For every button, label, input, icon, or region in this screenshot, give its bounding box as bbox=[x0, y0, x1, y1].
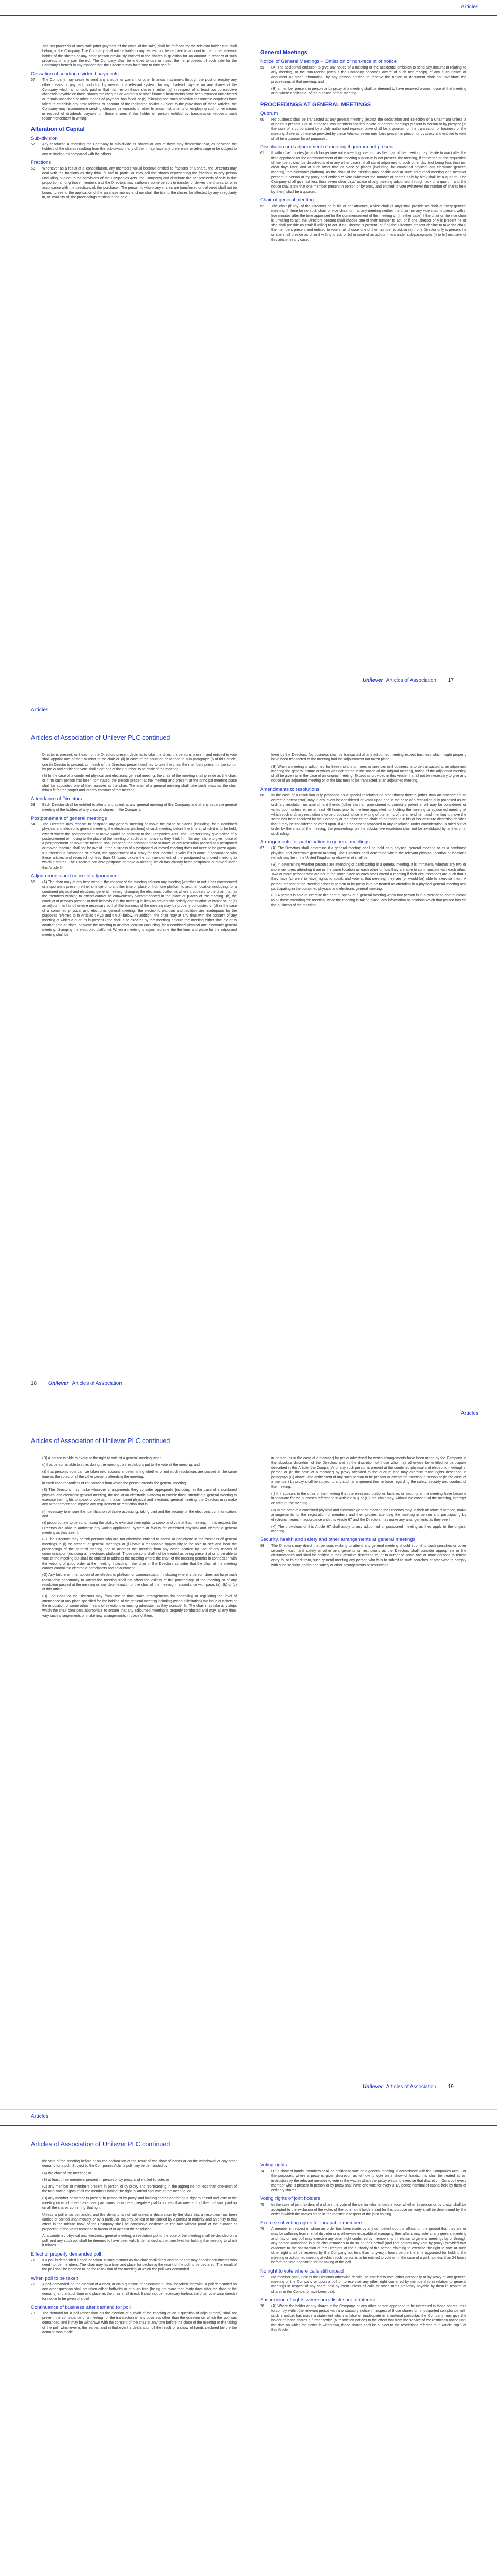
article-paragraph bbox=[31, 1470, 237, 1480]
article-number bbox=[31, 1521, 42, 1535]
subsection-heading: Cessation of sending dividend payments bbox=[31, 71, 119, 77]
article-text: (B) at least three members present in person or by proxy and entitled to vote; or bbox=[42, 2178, 169, 2182]
article-text: (H) The Chair or the Directors may from time to time make arrangements for controlling or regulating the level of attendance at any place specified for the holding of the general meeting including (without limitation) the issue of tickets or the imposition of some other means of selection, or limiting admission as they consider fit. The chair may take any steps which the chair considers appropriate to ensure that any adjourned meeting is properly conducted and may, at any time, vary such arrangements or make new arrangements in place of them. bbox=[42, 1595, 237, 1618]
article-number bbox=[260, 1492, 271, 1506]
article-text: (C) any member or members present in person or by proxy and representing in the aggregate not less than one-tenth of the total voting rights of all the members having the right to attend and vote at the meeting; or bbox=[42, 2185, 237, 2194]
article-number bbox=[31, 774, 42, 793]
article-number: 57 bbox=[31, 143, 35, 147]
article-number bbox=[31, 2213, 42, 2232]
article-text: (K) The provisions of this Article 67 shall apply to any adjourned or postponed meeting as they apply to the original meeting. bbox=[271, 1524, 466, 1534]
subsection-heading: Dissolution and adjournment of meeting if quorum not present bbox=[260, 144, 394, 150]
article-paragraph bbox=[260, 1492, 466, 1506]
article-text: At a combined physical and electronic general meeting, a resolution put to the vote of the meeting shall be decided on a poll, and any such poll shall be deemed to have been validly demanded at the time fixed for holding the meeting to which it relates. bbox=[42, 2234, 237, 2248]
article-text: In the case of joint holders of a share the vote of the senior who tenders a vote, whether in person or by proxy, shall be accepted to the exclusion of the votes of the other joint holders and for this purpose seniority shall be determined by the order in which the names stand in the register in respect of the joint holding. bbox=[271, 2203, 466, 2217]
header-articles-tab: Articles bbox=[31, 707, 49, 713]
document-page bbox=[0, 0, 497, 703]
article-text: (B) In determining whether persons are attending or participating in a general meeting, it is immaterial whether any two or more members attending it are in the same location as each other or how they are able to communicate with each other. Two or more persons who are not in the same place as each other attend a meeting if their circumstances are such that if they have (or were to have) rights to speak and vote at that meeting, they are (or would be) able to exercise them. A person present at the meeting either in person or by proxy is to be treated as attending in a physical general meeting and participating in the combined physical and electronic general meeting. bbox=[271, 863, 466, 891]
article-paragraph bbox=[31, 78, 237, 121]
article-paragraph bbox=[260, 2275, 466, 2294]
article-paragraph bbox=[260, 1544, 466, 1567]
subsection-heading: Chair of general meeting bbox=[260, 197, 314, 203]
header-articles-tab: Articles bbox=[461, 4, 479, 10]
left-column bbox=[31, 1456, 237, 1620]
article-number: 60 bbox=[260, 117, 264, 122]
header-rule bbox=[0, 15, 497, 16]
article-text: If within five minutes (or such longer time not exceeding one hour as the chair of the meeting may decide to wait) after the time appointed for the commencement of the meeting a quorum is not present, the meeting, if convened on the requisition of members, shall be dissolved and in any other case it shall stand adjourned to such other day (not being less than ten clear days later) and at such other time or place or places (including, for combined physical and electronic general meeting, the electronic platform) as the chair of the meeting may decide and at such adjourned meeting one member present in person or by proxy and entitled to vote (whatever the number of shares held by him) shall be a quorum. The Company shall give not less than seven clear days' notice of any meeting adjourned through lack of a quorum and the notice shall state that one member present in person or by proxy and entitled to vote (whatever the number of shares held by them) shall be a quorum. bbox=[271, 151, 466, 194]
article-number: 73 bbox=[31, 2311, 35, 2315]
article-number: 72 bbox=[31, 2282, 35, 2286]
article-number bbox=[31, 1470, 42, 1480]
article-text: The chair (if any) of the Directors or, in his or her absence, a vice chair (if any) shall preside as chair at every general meeting. If there be no such chair or vice chair, or if at any meeting neither the chair nor any vice chair is present within five minutes after the time appointed for the commencement of the meeting or (in either case) if the chair or the vice chair is unwilling to act, the Directors present shall choose one of their number to act, or if one Director only is present he or she shall preside as chair if willing to act. If no Director is present, or if all the Directors present decline to take the chair, the members present and entitled to vote shall choose one of their number to act; or (ii) if one Director only is present he or she shall preside as chair if willing to act; or (c) in case of an adjournment under sub-paragraphs (i) to (iii) inclusive of this article, in any case. bbox=[271, 204, 466, 242]
article-text: Unless a poll is so demanded and the demand is not withdrawn, a declaration by the chair that a resolution has been carried or carried unanimously, or by a particular majority, or lost or not carried by a particular majority and an entry to that effect in the minute book of the Company shall be conclusive evidence of the fact without proof of the number or proportion of the votes recorded in favour of or against the resolution. bbox=[42, 2213, 237, 2231]
article-paragraph bbox=[260, 1456, 466, 1489]
article-paragraph bbox=[31, 1521, 237, 1535]
section-heading: PROCEEDINGS AT GENERAL MEETINGS bbox=[260, 101, 371, 108]
subsection-heading: Arrangements for participation in general meetings bbox=[260, 839, 370, 845]
left-column bbox=[31, 44, 237, 202]
article-text: A member in respect of whom an order has been made by any competent court or official on the ground that they are or may be suffering from mental disorder or is otherwise incapable of managing their affairs may vote at any general meeting and may on any poll may exercise any other right conferred by membership in relation to general meetings by or through any person authorised in such circumstances to do so on their behalf (and that person may vote by proxy) provided that evidence to the satisfaction of the Directors of the authority of the person claiming to exercise the right to vote at such other right shall be received by the Company not less than forty-eight hours before the time appointed for holding the meeting or adjourned meeting at which such person is to be entitled to vote or, in the case of a poll, not less than 24 hours before the time appointed for the taking of the poll. bbox=[271, 2227, 466, 2265]
article-paragraph bbox=[31, 1594, 237, 1618]
article-paragraph bbox=[260, 87, 466, 96]
article-paragraph bbox=[260, 2227, 466, 2265]
article-text: (D) any member or members present in person or by proxy and holding shares conferring a right to attend and vote at the meeting on which there have been paid sums up in the aggregate equal to not less than one-tenth of the total sum paid up on all the shares conferring that right. bbox=[42, 2196, 237, 2210]
article-text: A poll demanded on the election of a chair, or on a question of adjournment, shall be taken forthwith. A poll demanded on any other question shall be taken either forthwith or at such time (being not more than thirty days after the date of the demand) and at such time and place as the chair shall direct. It shall not be necessary (unless the chair otherwise directs) for notice to be given of a poll. bbox=[42, 2282, 237, 2301]
header-rule bbox=[0, 2125, 497, 2126]
document-page bbox=[0, 1406, 497, 2110]
article-text: In the case of a resolution duly proposed as a special resolution no amendment thereto (other than an amendment to correct a patent error) may in any event be considered or voted upon and in the case of a resolution duly proposed as an ordinary resolution no amendment thereto (other than an amendment to correct a patent error) may be considered or voted upon unless either at least 48 hours prior to the time appointed for holding the meeting or adjourned meeting at which such ordinary resolution is to be proposed notice in writing of the terms of the amendment and intention to move the same has been received by the Company at the office or the chair of the meeting in his or her absolute discretion decides that it may be considered or voted upon. If an amendment proposed to any resolution under consideration is ruled out of order by the chair of the meeting, the proceedings on the substantive resolution shall not be invalidated by any error in such ruling. bbox=[271, 793, 466, 836]
article-paragraph bbox=[260, 1524, 466, 1534]
subsection-heading: Fractions bbox=[31, 160, 52, 166]
article-text: (C) A person is able to exercise the right to speak at a general meeting when that person is in a position to communicate to all those attending the meeting, while the meeting is taking place, any information or opinions which that person has on the business of the meeting. bbox=[271, 894, 466, 907]
article-number bbox=[31, 753, 42, 772]
document-page bbox=[0, 703, 497, 1406]
article-number bbox=[31, 2178, 42, 2182]
article-text: The Directors may resolve to postpone any general meeting or move the place or places (including, for a combined physical and electronic general meeting, the electronic platform) of such meeting before the time at which it is to be held, except where the postponement or move would be contrary to the Companies Acts. The Directors may give notice of a postponement or moving to the place of the meeting or such other notice as they think fit. If for any failure to give notice of a postponement or move the meeting shall proceed, the postponement or move of any resolution passed at a postponed or moved meeting shall not be invalid. If the business of a postponed or moved meeting does not need to be given again. If a meeting is postponed or moved, the appointment of a proxy for that meeting is valid if it is done in accordance with these articles and received not less than 48 hours before the commencement of the postponed or moved meeting to which it relates. The Directors can also postpone or move a meeting which has already been postponed or moved under this Article 64. bbox=[42, 822, 237, 870]
page-footer bbox=[361, 677, 454, 683]
article-text: Whenever as a result of a consolidation, any members would become entitled to fractions of a share, the Directors may deal with the fractions as they think fit and in particular may sell the shares representing the fractions to any person (including, subject to the provisions of the Companies Acts, the Company) and distribute the net proceeds of sale in due proportion among those members and the Directors may authorise some person to transfer or deliver the shares to, or in accordance with the directions of, the purchaser. The person to whom any shares are transferred or delivered shall not be bound to see to the application of the purchase money and nor shall the title to the shares be affected by any irregularity in, or invalidity of, the proceedings relating to the sale. bbox=[42, 167, 237, 199]
header-articles-tab: Articles bbox=[31, 2114, 49, 2120]
article-paragraph bbox=[260, 2202, 466, 2217]
footer-brand: Unilever bbox=[363, 2084, 383, 2090]
left-column bbox=[31, 2159, 237, 2337]
article-paragraph bbox=[31, 1537, 237, 1571]
article-paragraph bbox=[260, 753, 466, 762]
article-number: 75 bbox=[260, 2203, 264, 2207]
article-paragraph bbox=[31, 1481, 237, 1486]
article-number: 62 bbox=[260, 204, 264, 208]
article-number bbox=[31, 2159, 42, 2169]
article-paragraph bbox=[31, 1488, 237, 1507]
article-number bbox=[260, 765, 271, 784]
right-column bbox=[260, 2159, 466, 2335]
article-number bbox=[260, 862, 271, 891]
article-paragraph bbox=[31, 44, 237, 68]
article-paragraph bbox=[31, 2159, 237, 2169]
article-paragraph bbox=[31, 2196, 237, 2211]
page-divider bbox=[0, 2109, 497, 2110]
page-number: 19 bbox=[448, 2084, 454, 2090]
page-footer bbox=[31, 1381, 122, 1386]
article-number bbox=[31, 1510, 42, 1519]
article-text: The net proceeds of such sale (after payment of the costs of the sale) shall be forfeited by the relevant holder and shall belong to the Company. The Company shall not be liable in any respect nor be required to account to the former relevant holder of the shares or any other person previously entitled to the shares in question for an amount in respect of such proceeds or any part thereof. The Company shall be entitled to use or invest the net proceeds of such sale for the Company's benefit in any manner that the Directors may from time to time see fit. bbox=[42, 45, 237, 68]
article-paragraph bbox=[260, 893, 466, 908]
article-paragraph bbox=[31, 803, 237, 812]
article-number: 77 bbox=[260, 2275, 264, 2279]
subsection-heading: Sub-division bbox=[31, 135, 58, 142]
article-number: 74 bbox=[260, 2170, 264, 2173]
article-paragraph bbox=[31, 166, 237, 200]
subsection-heading: Suspension of rights where non-disclosure of interest bbox=[260, 2297, 375, 2303]
article-number: 59 bbox=[260, 66, 264, 70]
article-paragraph bbox=[31, 1456, 237, 1461]
article-text: Each Director shall be entitled to attend and speak at any general meeting of the Company and at any separate general meeting of the holders of any class of shares in the Company. bbox=[42, 803, 237, 812]
article-number bbox=[260, 87, 271, 96]
article-paragraph bbox=[31, 774, 237, 793]
article-paragraph bbox=[31, 2258, 237, 2273]
article-text: (B) a member present in person or by proxy at a meeting shall be deemed to have received proper notice of that meeting and, where applicable, of the purpose of that meeting. bbox=[271, 87, 466, 96]
article-text: (ii) proportionate to persons having the ability to exercise their rights to speak and vote at that meeting. In this respect, the Directors are able to authorise any voting application, system or facility for combined physical and electronic general meeting as they see fit. bbox=[42, 1521, 237, 1535]
article-text: the vote of the meeting before or on the declaration of the result of the show of hands or on the withdrawal of any other demand for a poll. Subject to the Companies Acts, a poll may be demanded by: bbox=[42, 2160, 237, 2168]
page-title: Articles of Association of Unilever PLC continued bbox=[31, 734, 170, 741]
article-paragraph bbox=[260, 862, 466, 891]
article-number bbox=[31, 44, 42, 68]
article-number: 57 bbox=[31, 78, 35, 82]
article-text: (D) A person is able to exercise the right to vote at a general meeting when: bbox=[42, 1456, 163, 1460]
article-number: 68 bbox=[260, 1544, 264, 1548]
footer-label: Articles of Association bbox=[72, 1381, 122, 1386]
article-number bbox=[260, 893, 271, 908]
article-paragraph bbox=[31, 2184, 237, 2194]
article-text: (A) Where the holder of any shares in the Company, or any other person appearing to be interested in those shares, fails to comply within the relevant period with any statutory notice in respect of those shares or, in purported compliance with such a notice, has made a statement which is false or inadequate in a material particular, the Company may give the holder of those shares a further notice (a 'restriction notice') to the effect that from the service of the restriction notice until the date on which the notice is withdrawn, those shares shall be subject to the restrictions referred to in Article 78(B) of this Article. bbox=[271, 2304, 466, 2332]
article-number bbox=[31, 1573, 42, 1592]
article-text: (i) that person is able to vote, during the meeting, on resolutions put to the vote at the meeting; and bbox=[42, 1463, 200, 1467]
article-number bbox=[31, 2184, 42, 2194]
article-paragraph bbox=[31, 1573, 237, 1592]
article-number bbox=[260, 753, 271, 762]
footer-label: Articles of Association bbox=[386, 677, 436, 683]
subsection-heading: Adjournments and notice of adjournment bbox=[31, 873, 119, 879]
article-number bbox=[31, 1488, 42, 1507]
article-number: 63 bbox=[31, 803, 35, 807]
page-title: Articles of Association of Unilever PLC continued bbox=[31, 2141, 170, 2148]
article-number: 71 bbox=[31, 2258, 35, 2262]
footer-brand: Unilever bbox=[363, 677, 383, 683]
article-number bbox=[260, 1508, 271, 1522]
article-number: 65 bbox=[31, 880, 35, 884]
right-column bbox=[260, 44, 466, 244]
article-text: (B) When a meeting is adjourned for three months or more, or sine die, or if business is to be transacted at an adjourned meeting the general nature of which was not stated in the notice of the original meeting, notice of the adjourned meeting shall be given as in the case of an original meeting. Except as provided in this Article, it shall not be necessary to give any notice of an adjourned meeting or of the business to be transacted at an adjourned meeting. bbox=[271, 765, 466, 783]
article-paragraph bbox=[260, 151, 466, 194]
article-text: (A) The Directors shall determine if a general meeting shall be held as a physical general meeting or as a combined physical and electronic general meeting. The Directors shall determine where the relevant physical location or locations (which may be in the United Kingdom or elsewhere) shall be. bbox=[271, 846, 466, 860]
article-text: (A) the chair of the meeting; or bbox=[42, 2171, 91, 2175]
page-number: 17 bbox=[448, 677, 454, 683]
article-paragraph bbox=[31, 2282, 237, 2301]
subsection-heading: Exercise of voting rights for incapable members bbox=[260, 2220, 364, 2226]
article-number bbox=[31, 1481, 42, 1486]
article-number: 58 bbox=[31, 167, 35, 171]
right-column bbox=[260, 1456, 466, 1570]
article-text: fixed by the Directors. No business shall be transacted at any adjourned meeting except business which might properly have been transacted at the meeting had the adjournment not taken place. bbox=[271, 753, 466, 762]
footer-brand: Unilever bbox=[48, 1381, 69, 1386]
article-text: in each case regardless of the location from which the person attends the general meeting. bbox=[42, 1482, 187, 1486]
article-paragraph bbox=[31, 1463, 237, 1467]
article-number bbox=[31, 1463, 42, 1467]
article-paragraph bbox=[260, 204, 466, 242]
article-number: 78 bbox=[260, 2304, 264, 2308]
article-text: No member shall, unless the Directors otherwise decide, be entitled to vote either personally or by proxy at any general meeting of the Company or upon a poll or to exercise any other right conferred by membership in relation to general meetings in respect of any share held by them unless all calls or other sums presently payable by them in respect of shares in the Company have been paid. bbox=[271, 2275, 466, 2294]
article-text: On a show of hands, members shall be entitled to vote on a general meeting in accordance with the Companies Acts. For the purposes, where a proxy is given discretion as to how to vote on a show of hands, this shall be treated as an instruction by the relevant member to vote in the way in which the proxy elects to exercise that discretion. On a poll every member who is present in person or by proxy shall have one vote for every 3 1/9 pence nominal of capital held by them of ordinary shares. bbox=[271, 2170, 466, 2193]
subsection-heading: Amendments to resolutions bbox=[260, 786, 320, 792]
subsection-heading: Postponement of general meetings bbox=[31, 815, 107, 821]
article-number bbox=[31, 2196, 42, 2211]
article-text: (A) The chair may at any time without the consent of the meeting adjourn any meeting (whether or not it has commenced or a quorum is present) either sine die or to another time or place or from one platform to another location (including, for a combined physical and electronic general meeting, changing the electronic platform), where it appears to the chair that (a) the members wishing to attend cannot be conveniently accommodated in the place or places of the meeting; (b) the conduct of persons present or their behaviour in the meeting is likely to prevent the orderly continuation of business; or (c) an adjournment is otherwise necessary so that the business of the meeting may be properly conducted or (d) in the case of a combined physical and electronic general meeting, the electronic platform and facilities are inadequate for the purposes referred to in Articles 67(C) and 67(D) below. In addition, the chair may at any time with the consent of any meeting at which a quorum is present (and shall if so directed by the meeting) adjourn the meeting either sine die or to another time or place, or move the meeting to another location (including, for a combined physical and electronic general meeting, changing the electronic platform). When a meeting is adjourned sine die the time and place for the adjourned meeting shall be bbox=[42, 880, 237, 937]
article-paragraph bbox=[260, 1508, 466, 1522]
article-text: If a poll is demanded it shall be taken in such manner as the chair shall direct and he or she may appoint scrutineers who need not be members. The chair may fix a time and place for declaring the result of the poll to be declared. The result of the poll shall be deemed to be the resolution of the meeting at which the poll was demanded. bbox=[42, 2258, 237, 2272]
article-text: (J) In the case of a combined physical and electronic general meeting the Directors may, in their absolute discretion, make arrangements for the registration of members and their proxies attending the meeting in person and participating by electronic means in accordance with this Article 67 and the Directors may make any arrangements as they see fit. bbox=[271, 1508, 466, 1522]
article-paragraph bbox=[260, 765, 466, 784]
section-heading: General Meetings bbox=[260, 49, 307, 56]
article-text: (F) The Directors may permit persons who are not otherwise entitled to attend or participate in the business of general meetings to (i) be present at general meetings or (ii) have a reasonable opportunity to be able to see and hear the proceedings of the general meeting and to address the meeting from any other location by use of any means of communication (including an electronic platform). Those persons shall not be treated as being present at or to be able to vote at the meeting but shall be entitled to address the meeting where the chair of the meeting permits in connection with the keeping of good order at the meeting, including if the chair or the Directors consider that the chair at the meeting cannot control the electronic participants and adjournment. bbox=[42, 1538, 237, 1570]
subsection-heading: Security, health and safety and other arrangements at general meetings bbox=[260, 1537, 416, 1543]
subsection-heading: Voting rights bbox=[260, 2162, 287, 2168]
article-paragraph bbox=[260, 846, 466, 860]
article-text: Any resolution authorising the Company to sub-divide its shares or any of them may determine that, as between the holders of the shares resulting from the sub-division, any of them may have any preference or advantage or be subject to any restriction as compared with the others. bbox=[42, 143, 237, 156]
page-footer bbox=[361, 2084, 454, 2090]
article-text: (i) necessary to ensure the identification of those accessing, taking part and the security of the electronic communication; and bbox=[42, 1510, 237, 1518]
page-number: 18 bbox=[31, 1381, 37, 1386]
article-paragraph bbox=[31, 142, 237, 157]
article-text: (I) If it appears to the chair of the meeting that the electronic platform, facilities or security at the meeting have become inadequate for the purposes referred to in Article 67(C) or (D), the chair may, without the consent of the meeting, interrupt or adjourn the meeting. bbox=[271, 1492, 466, 1505]
subsection-heading: Attendance of Directors bbox=[31, 796, 82, 802]
article-text: The demand for a poll (other than on the election of a chair of the meeting or on a question of adjournment) shall not prevent the continuance of a meeting for the transaction of any business other than the question on which the poll was demanded, and it may be withdrawn with the consent of the chair at any time before the close of the meeting or the taking of the poll, whichever is the earlier, and in that event a declaration of the result of a show of hands declared before the demand was made. bbox=[42, 2311, 237, 2335]
article-text: No business shall be transacted at any general meeting (except the declaration and selection of a Chairman) unless a quorum is present. For all purposes, two members entitled to vote at general meetings present in person or by proxy or (in the case of a corporation) by a duly authorised representative shall be a quorum for the transaction of business of the meeting. Save as otherwise provided by these Articles, seven members present in person or by proxy and entitled to vote shall be a quorum for all purposes. bbox=[271, 117, 466, 141]
section-heading: Alteration of Capital bbox=[31, 126, 85, 133]
subsection-heading: Voting rights of joint holders bbox=[260, 2196, 320, 2202]
article-number: 61 bbox=[260, 151, 264, 156]
article-number bbox=[31, 1456, 42, 1461]
article-text: (B) In the case of a combined physical and electronic general meeting, the chair of the meeting shall preside as the chair, or if no such person has been nominated, the person present at the meeting and present at the principal meeting place shall be appointed one of their number as the chair. The chair of a general meeting shall take such steps as the chair thinks fit for the proper and orderly conduct of the meeting. bbox=[42, 774, 237, 793]
article-text: The Directors may direct that persons wishing to attend any general meeting should submit to such searches or other security, health and safety or other arrangements or restrictions as the Directors shall consider appropriate in the circumstances and shall be entitled in their absolute discretion to, or to authorise some one or more persons to refuse entry to, or to eject from, such general meeting any person who fails to submit to such searches or otherwise to comply with such security, health and safety or other arrangements or restrictions. bbox=[271, 1544, 466, 1567]
article-paragraph bbox=[31, 2171, 237, 2176]
article-paragraph bbox=[31, 880, 237, 938]
article-text: (ii) that person's vote can be taken into account in determining whether or not such resolutions are passed at the same time as the votes of all the other persons attending the meeting. bbox=[42, 1470, 237, 1479]
page-title: Articles of Association of Unilever PLC continued bbox=[31, 1437, 170, 1445]
article-number: 67 bbox=[260, 846, 264, 851]
subsection-heading: When poll to be taken bbox=[31, 2275, 78, 2281]
article-paragraph bbox=[260, 65, 466, 84]
article-paragraph bbox=[31, 753, 237, 772]
document-page bbox=[0, 2110, 497, 2576]
subsection-heading: Notice of General Meetings – Omission or non-receipt of notice bbox=[260, 59, 397, 64]
subsection-heading: Effect of properly demanded poll bbox=[31, 2251, 101, 2257]
article-paragraph bbox=[260, 117, 466, 141]
article-text: (A) The accidental omission to give any notice of a meeting or the accidental omission to send any document relating to any meeting, or the non-receipt (even if the Company becomes aware of such non-receipt) of any such notice or document or other information, by any person entitled to receive the notice or document shall not invalidate the proceedings at that meeting; and bbox=[271, 66, 466, 84]
article-number bbox=[31, 1537, 42, 1571]
article-number bbox=[31, 2234, 42, 2248]
right-column bbox=[260, 753, 466, 910]
subsection-heading: Continuance of business after demand for poll bbox=[31, 2304, 131, 2310]
article-text: (G) Any failure or interruption of an electronic platform or communication, including where a person does not have such reasonable opportunity to attend the meeting shall not affect the validity of the proceedings of the meeting or of any resolution passed at the meeting or any determination of the chair of the meeting in accordance with paras (a), (b) or (c) of this article. bbox=[42, 1573, 237, 1592]
article-number: 64 bbox=[31, 822, 35, 826]
article-number bbox=[260, 1524, 271, 1534]
article-paragraph bbox=[260, 2169, 466, 2193]
article-paragraph bbox=[31, 2178, 237, 2182]
article-text: The Company may cease to send any cheque or warrant or other financial instrument through the post or employ any other means of payment, including by means of a relevant system, for any dividend payable on any shares of the Company which is normally paid in that manner on those shares if either (a) in respect of at least two consecutive dividends payable on those shares the cheques or warrants or other financial instruments have been returned undelivered or remain uncashed or other means of payment has failed or (b) following one such occasion reasonable enquiries have failed to establish any new address or account of the registered holder. Subject to the provisions of these Articles, the Company may recommence sending cheques or warrants or other financial instruments or employing such other means in respect of dividends payable on those shares if the holder or person entitled by transmission requests such recommencement in writing. bbox=[42, 78, 237, 121]
subsection-heading: Quorum bbox=[260, 110, 278, 116]
article-paragraph bbox=[260, 2304, 466, 2333]
header-articles-tab: Articles bbox=[461, 1411, 479, 1416]
article-number: 76 bbox=[260, 2227, 264, 2231]
article-number bbox=[260, 1456, 271, 1489]
article-number bbox=[31, 2171, 42, 2176]
left-column bbox=[31, 753, 237, 940]
article-paragraph bbox=[31, 2234, 237, 2248]
article-number bbox=[31, 1594, 42, 1618]
article-text: Director is present, or if each of the Directors present declines to take the chair, the persons present and entitled to vote shall appoint one of their number to be chair or (ii) in case of the situation described in sub-paragraph (i) of this article, one (i) Director is present, or if each of the Directors present declines to take the chair, the members present in person or by proxy and entitled to vote shall elect one of their number to be chair of the meeting. bbox=[42, 753, 237, 771]
article-paragraph bbox=[31, 822, 237, 870]
footer-label: Articles of Association bbox=[386, 2084, 436, 2090]
article-paragraph bbox=[260, 793, 466, 837]
article-text: in person (or in the case of a member) by proxy advertised for which arrangements have been made by the Company in the absolute discretion of the Directors and in the discretion of those who may otherwise be entitled to participate described in this Article (the Company's or any such person is present at the combined physical and electronic meeting) in person or (in the case of a member) by proxy attended to the quorum and may exercise those rights described in paragraph (C) above. The entitlement of any such person to be present or attend the meeting in person or (in the case of a member) by proxy shall be subject to any such arrangement then in force regarding the safety, security and conduct of the meeting. bbox=[271, 1456, 466, 1489]
article-text: (E) The Directors may make whatever arrangements they consider appropriate (including, in the case of a combined physical and electronic general meeting, the use of an electronic platform) to enable those attending a general meeting to exercise their rights to speak or vote at it. In a combined physical and electronic general meeting, the Directors may make any arrangement and impose any requirement or restriction that is: bbox=[42, 1488, 237, 1507]
article-paragraph bbox=[31, 2213, 237, 2232]
article-number: 66 bbox=[260, 793, 264, 798]
article-paragraph bbox=[31, 2311, 237, 2335]
subsection-heading: No right to vote where calls still unpaid bbox=[260, 2268, 344, 2274]
article-paragraph bbox=[31, 1510, 237, 1519]
